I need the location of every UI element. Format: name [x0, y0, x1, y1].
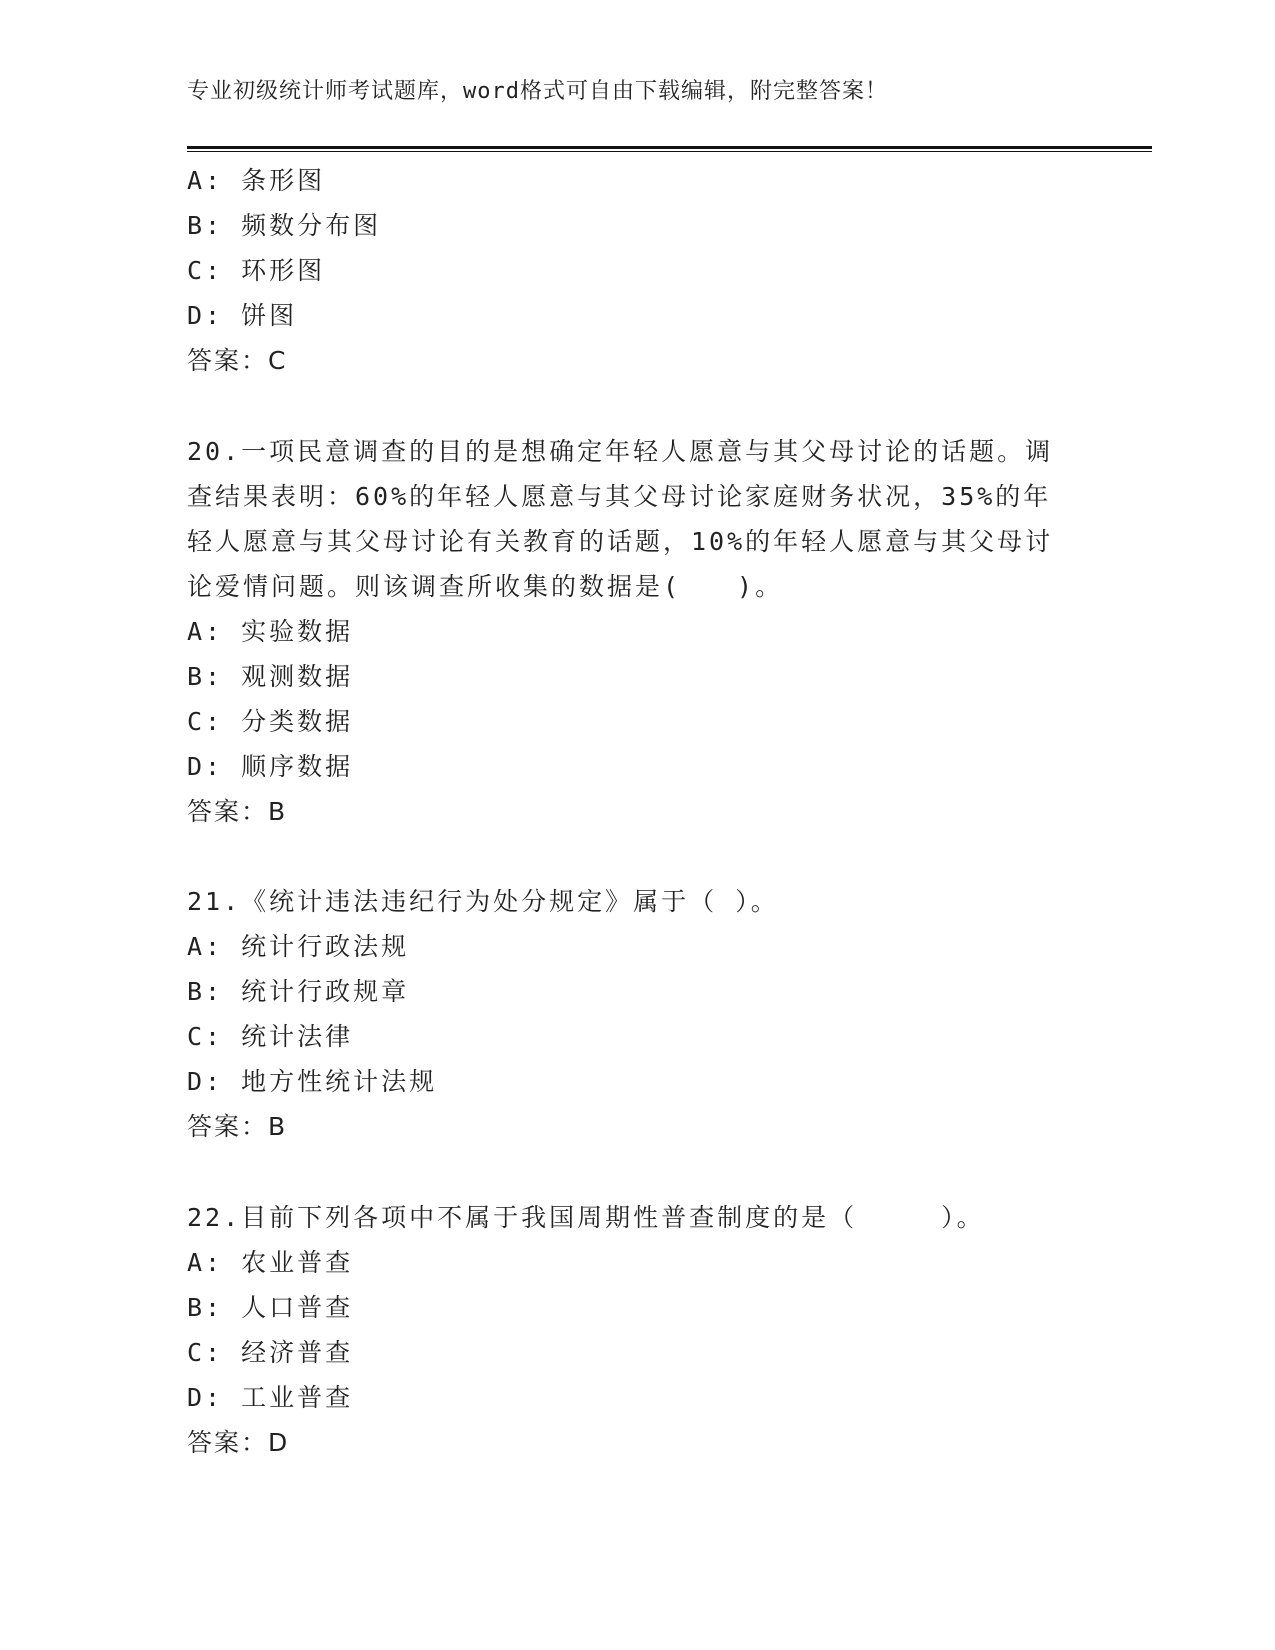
header-rule-thin	[187, 151, 1152, 152]
answer: 答案：D	[187, 1428, 290, 1457]
option-d: D: 工业普查	[187, 1383, 354, 1412]
question-20-line-2: 查结果表明：60%的年轻人愿意与其父母讨论家庭财务状况，35%的年	[187, 482, 1052, 511]
option-a: A: 实验数据	[187, 617, 354, 646]
option-b: B: 人口普查	[187, 1293, 354, 1322]
option-d: D: 顺序数据	[187, 752, 354, 781]
question-22-line-1: 22.目前下列各项中不属于我国周期性普查制度的是（ ）。	[187, 1203, 985, 1232]
answer: 答案：C	[187, 346, 288, 375]
option-a: A: 统计行政法规	[187, 932, 410, 961]
answer: 答案：B	[187, 1112, 288, 1141]
option-d: D: 饼图	[187, 301, 298, 330]
option-c: C: 经济普查	[187, 1338, 354, 1367]
header-rule	[187, 146, 1152, 149]
option-c: C: 环形图	[187, 256, 326, 285]
answer: 答案：B	[187, 797, 288, 826]
option-b: B: 统计行政规章	[187, 977, 410, 1006]
question-20-line-1: 20.一项民意调查的目的是想确定年轻人愿意与其父母讨论的话题。调	[187, 437, 1054, 466]
option-b: B: 频数分布图	[187, 211, 382, 240]
option-a: A: 农业普查	[187, 1248, 354, 1277]
option-d: D: 地方性统计法规	[187, 1067, 438, 1096]
option-a: A: 条形图	[187, 166, 326, 195]
option-c: C: 统计法律	[187, 1022, 354, 1051]
option-c: C: 分类数据	[187, 707, 354, 736]
question-20-line-4: 论爱情问题。则该调查所收集的数据是( )。	[187, 572, 784, 601]
question-20-line-3: 轻人愿意与其父母讨论有关教育的话题，10%的年轻人愿意与其父母讨	[187, 527, 1054, 556]
option-b: B: 观测数据	[187, 662, 354, 691]
question-21-line-1: 21.《统计违法违纪行为处分规定》属于（ ）。	[187, 887, 779, 916]
page-header: 专业初级统计师考试题库，word格式可自由下载编辑，附完整答案！	[187, 79, 888, 104]
